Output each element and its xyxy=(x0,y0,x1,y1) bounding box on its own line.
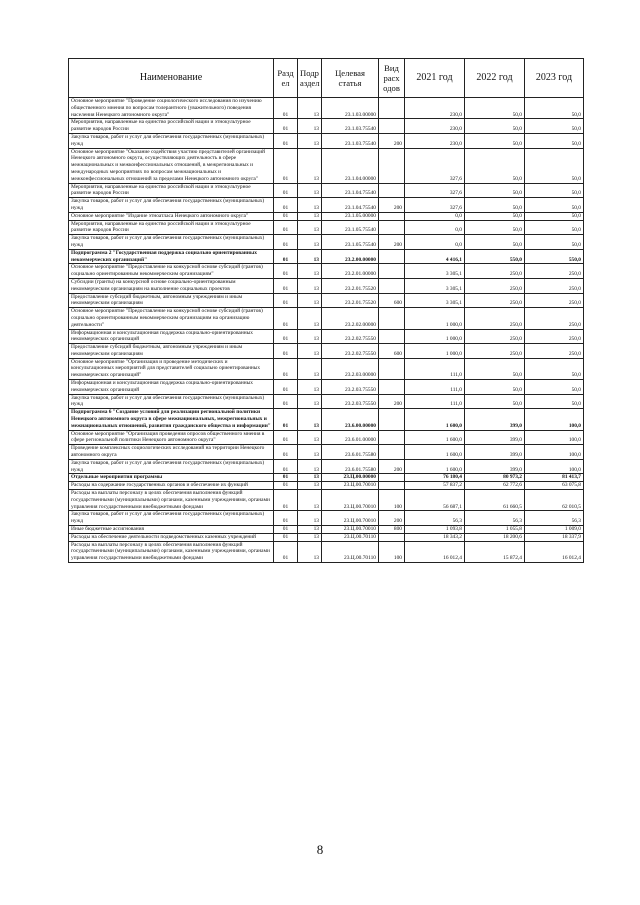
cell-podrazdel: 13 xyxy=(298,329,322,344)
cell-2023: 250,0 xyxy=(525,308,584,329)
cell-statya: 23.2.01.75520 xyxy=(322,293,379,308)
table-row xyxy=(69,533,584,541)
cell-2022: 50,0 xyxy=(465,394,525,409)
cell-2023: 56,3 xyxy=(525,511,584,526)
cell-podrazdel: 13 xyxy=(298,308,322,329)
cell-podrazdel: 13 xyxy=(298,278,322,293)
cell-vid xyxy=(379,183,405,198)
cell-statya: 23.6.01.75580 xyxy=(322,445,379,460)
cell-2022: 50,0 xyxy=(465,183,525,198)
cell-2023: 100,0 xyxy=(525,459,584,474)
cell-name: Основное мероприятие "Издание этноатласа Ненецкого автономного округа" xyxy=(69,212,274,220)
cell-vid xyxy=(379,119,405,134)
cell-2021: 0,0 xyxy=(405,235,465,250)
cell-podrazdel: 13 xyxy=(298,212,322,220)
cell-name: Основное мероприятие "Оказание содействия участию представителей организаций Ненецкого автономного округа, осуществляющих деятельность в сфере межнациональных и межконфессиональных отношений, в межрегиональных и международных мероприятиях по вопросам межнациональных и межконфессиональных отношений за пределами Ненецкого автономного округа" xyxy=(69,148,274,183)
cell-2022: 50,0 xyxy=(465,198,525,213)
cell-2021: 0,0 xyxy=(405,220,465,235)
cell-name: Мероприятия, направленные на единство российской нации и этнокультурное развитие народов России xyxy=(69,220,274,235)
cell-podrazdel: 13 xyxy=(298,430,322,445)
cell-vid xyxy=(379,308,405,329)
cell-statya: 23.1.03.75540 xyxy=(322,119,379,134)
cell-statya: 23.1.04.75540 xyxy=(322,183,379,198)
cell-podrazdel: 13 xyxy=(298,490,322,511)
cell-podrazdel: 13 xyxy=(298,358,322,379)
table-row xyxy=(69,98,584,119)
cell-name: Подпрограмма 6 "Создание условий для реализации региональной политики Ненецкого автономного округа в сфере межнациональных, межрегиональных и межнациональных отношений, развития гражданского общества и информации" xyxy=(69,409,274,430)
cell-2021: 1 600,0 xyxy=(405,459,465,474)
table-row xyxy=(69,198,584,213)
table-row xyxy=(69,249,584,264)
cell-name: Иные бюджетные ассигнования xyxy=(69,526,274,534)
cell-2022: 50,0 xyxy=(465,119,525,134)
cell-2022: 61 660,5 xyxy=(465,490,525,511)
cell-razdel: 01 xyxy=(274,541,298,562)
cell-vid xyxy=(379,212,405,220)
table-row xyxy=(69,445,584,460)
cell-vid: 200 xyxy=(379,133,405,148)
cell-2022: 250,0 xyxy=(465,293,525,308)
cell-vid xyxy=(379,98,405,119)
cell-podrazdel: 13 xyxy=(298,264,322,279)
cell-2023: 250,0 xyxy=(525,344,584,359)
cell-vid xyxy=(379,358,405,379)
cell-podrazdel: 13 xyxy=(298,445,322,460)
cell-2022: 50,0 xyxy=(465,148,525,183)
cell-2023: 50,0 xyxy=(525,394,584,409)
cell-vid xyxy=(379,264,405,279)
cell-vid: 200 xyxy=(379,198,405,213)
table-row xyxy=(69,235,584,250)
cell-razdel: 01 xyxy=(274,380,298,395)
cell-podrazdel: 13 xyxy=(298,380,322,395)
cell-statya: 23.2.02.00000 xyxy=(322,308,379,329)
cell-vid xyxy=(379,409,405,430)
cell-2022: 250,0 xyxy=(465,344,525,359)
cell-2021: 230,0 xyxy=(405,119,465,134)
cell-2022: 250,0 xyxy=(465,329,525,344)
cell-2022: 50,0 xyxy=(465,220,525,235)
cell-2023: 50,0 xyxy=(525,380,584,395)
cell-2023: 50,0 xyxy=(525,198,584,213)
cell-razdel: 01 xyxy=(274,119,298,134)
cell-vid xyxy=(379,278,405,293)
cell-name: Информационная и консультационная поддержка социально-ориентированных некоммерческих организаций xyxy=(69,329,274,344)
cell-name: Мероприятия, направленные на единство российской нации и этнокультурное развитие народов России xyxy=(69,119,274,134)
cell-podrazdel: 13 xyxy=(298,249,322,264)
table-row xyxy=(69,380,584,395)
table-row xyxy=(69,148,584,183)
cell-2022: 50,0 xyxy=(465,133,525,148)
cell-2021: 3 305,1 xyxy=(405,278,465,293)
cell-2022: 50,0 xyxy=(465,380,525,395)
cell-vid xyxy=(379,533,405,541)
cell-name: Расходы на выплаты персоналу в целях обеспечения выполнения функций государственными (муниципальными) органами, казенными учреждениями, органами управления государственными внебюджетными фондами xyxy=(69,541,274,562)
cell-2023: 18 337,9 xyxy=(525,533,584,541)
cell-razdel: 01 xyxy=(274,293,298,308)
cell-razdel: 01 xyxy=(274,198,298,213)
header-2023: 2023 год xyxy=(525,59,584,98)
cell-statya: 23.2.03.00000 xyxy=(322,358,379,379)
cell-name: Предоставление субсидий бюджетным, автономным учреждениям и иным некоммерческим организациям xyxy=(69,293,274,308)
table-row xyxy=(69,329,584,344)
cell-razdel: 01 xyxy=(274,358,298,379)
cell-2022: 50,0 xyxy=(465,235,525,250)
cell-name: Закупка товаров, работ и услуг для обеспечения государственных (муниципальных) нужд xyxy=(69,459,274,474)
cell-2021: 1 093,8 xyxy=(405,526,465,534)
table-row xyxy=(69,278,584,293)
cell-2021: 57 837,2 xyxy=(405,482,465,490)
cell-2021: 0,0 xyxy=(405,212,465,220)
cell-2023: 50,0 xyxy=(525,220,584,235)
cell-razdel: 01 xyxy=(274,344,298,359)
cell-razdel: 01 xyxy=(274,220,298,235)
cell-vid: 200 xyxy=(379,459,405,474)
cell-vid: 800 xyxy=(379,526,405,534)
cell-razdel: 01 xyxy=(274,133,298,148)
cell-razdel: 01 xyxy=(274,98,298,119)
cell-vid xyxy=(379,329,405,344)
cell-2022: 50,0 xyxy=(465,98,525,119)
cell-2021: 327,6 xyxy=(405,148,465,183)
cell-podrazdel: 13 xyxy=(298,394,322,409)
cell-2021: 3 305,1 xyxy=(405,293,465,308)
cell-2022: 399,0 xyxy=(465,459,525,474)
cell-statya: 23.Ц.00.70010 xyxy=(322,482,379,490)
cell-2021: 4 416,1 xyxy=(405,249,465,264)
header-name: Наименование xyxy=(69,59,274,98)
cell-name: Расходы на содержание государственных органов и обеспечение их функций xyxy=(69,482,274,490)
cell-2023: 50,0 xyxy=(525,148,584,183)
cell-2021: 3 305,1 xyxy=(405,264,465,279)
cell-2022: 250,0 xyxy=(465,264,525,279)
cell-podrazdel: 13 xyxy=(298,541,322,562)
cell-vid: 200 xyxy=(379,394,405,409)
cell-statya: 23.Ц.00.70110 xyxy=(322,541,379,562)
cell-podrazdel: 13 xyxy=(298,183,322,198)
cell-name: Закупка товаров, работ и услуг для обеспечения государственных (муниципальных) нужд xyxy=(69,394,274,409)
cell-vid: 600 xyxy=(379,344,405,359)
table-row xyxy=(69,526,584,534)
cell-podrazdel: 13 xyxy=(298,344,322,359)
cell-2023: 50,0 xyxy=(525,183,584,198)
table-row xyxy=(69,344,584,359)
cell-2022: 399,0 xyxy=(465,445,525,460)
cell-2021: 111,0 xyxy=(405,358,465,379)
cell-statya: 23.2.01.00000 xyxy=(322,264,379,279)
cell-2021: 327,6 xyxy=(405,198,465,213)
cell-2021: 327,6 xyxy=(405,183,465,198)
header-statya: Целевая статья xyxy=(322,59,379,98)
cell-vid xyxy=(379,249,405,264)
table-row xyxy=(69,541,584,562)
cell-2023: 100,0 xyxy=(525,445,584,460)
cell-2023: 50,0 xyxy=(525,358,584,379)
cell-name: Предоставление субсидий бюджетным, автономным учреждениям и иным некоммерческим организациям xyxy=(69,344,274,359)
cell-2021: 1 000,0 xyxy=(405,329,465,344)
header-2021: 2021 год xyxy=(405,59,465,98)
cell-vid xyxy=(379,220,405,235)
cell-podrazdel: 13 xyxy=(298,409,322,430)
cell-2022: 50,0 xyxy=(465,212,525,220)
cell-podrazdel: 13 xyxy=(298,98,322,119)
cell-name: Расходы на выплаты персоналу в целях обеспечения выполнения функций государственными (муниципальными) органами, казенными учреждениями, органами управления государственными внебюджетными фондами xyxy=(69,490,274,511)
cell-name: Мероприятия, направленные на единство российской нации и этнокультурное развитие народов России xyxy=(69,183,274,198)
cell-2023: 550,0 xyxy=(525,249,584,264)
cell-2021: 1 600,0 xyxy=(405,409,465,430)
cell-statya: 23.1.04.75540 xyxy=(322,198,379,213)
cell-2023: 81 413,7 xyxy=(525,474,584,482)
cell-razdel: 01 xyxy=(274,511,298,526)
cell-statya: 23.2.02.75550 xyxy=(322,344,379,359)
table-row xyxy=(69,430,584,445)
table-row xyxy=(69,212,584,220)
table-row xyxy=(69,183,584,198)
cell-2022: 250,0 xyxy=(465,278,525,293)
cell-statya: 23.Ц.00.70010 xyxy=(322,490,379,511)
cell-2022: 550,0 xyxy=(465,249,525,264)
cell-razdel: 01 xyxy=(274,459,298,474)
cell-podrazdel: 13 xyxy=(298,235,322,250)
cell-statya: 23.1.05.75540 xyxy=(322,220,379,235)
budget-table xyxy=(68,58,584,563)
cell-2021: 111,0 xyxy=(405,380,465,395)
cell-name: Закупка товаров, работ и услуг для обеспечения государственных (муниципальных) нужд xyxy=(69,133,274,148)
cell-vid: 600 xyxy=(379,293,405,308)
cell-vid: 200 xyxy=(379,511,405,526)
cell-2021: 230,0 xyxy=(405,133,465,148)
table-row xyxy=(69,220,584,235)
cell-2021: 230,0 xyxy=(405,98,465,119)
cell-razdel: 01 xyxy=(274,308,298,329)
cell-razdel: 01 xyxy=(274,148,298,183)
header-2022: 2022 год xyxy=(465,59,525,98)
cell-razdel: 01 xyxy=(274,249,298,264)
cell-2021: 1 000,0 xyxy=(405,344,465,359)
cell-name: Основное мероприятие "Организация и проведение методических и консультационных мероприятий для представителей социально ориентированных некоммерческих организаций" xyxy=(69,358,274,379)
cell-razdel: 01 xyxy=(274,445,298,460)
cell-2023: 50,0 xyxy=(525,212,584,220)
table-header-row xyxy=(69,59,584,98)
cell-vid xyxy=(379,148,405,183)
cell-podrazdel: 13 xyxy=(298,511,322,526)
cell-statya: 23.Ц.00.70010 xyxy=(322,526,379,534)
cell-podrazdel: 13 xyxy=(298,220,322,235)
cell-2023: 1 009,0 xyxy=(525,526,584,534)
cell-2022: 80 973,2 xyxy=(465,474,525,482)
cell-2021: 56,3 xyxy=(405,511,465,526)
cell-2022: 56,3 xyxy=(465,511,525,526)
cell-2021: 1 600,0 xyxy=(405,430,465,445)
cell-statya: 23.1.05.00000 xyxy=(322,212,379,220)
table-row xyxy=(69,264,584,279)
cell-2022: 50,0 xyxy=(465,358,525,379)
cell-vid xyxy=(379,482,405,490)
cell-statya: 23.1.04.00000 xyxy=(322,148,379,183)
table-row xyxy=(69,490,584,511)
cell-razdel: 01 xyxy=(274,482,298,490)
budget-table-sheet xyxy=(68,58,583,563)
cell-name: Основное мероприятие "Организация проведения опросов общественного мнения в сфере региональной политики Ненецкого автономного округа" xyxy=(69,430,274,445)
cell-razdel: 01 xyxy=(274,235,298,250)
cell-name: Расходы на обеспечение деятельности подведомственных казенных учреждений xyxy=(69,533,274,541)
cell-podrazdel: 13 xyxy=(298,293,322,308)
table-row xyxy=(69,119,584,134)
cell-statya: 23.6.00.00000 xyxy=(322,409,379,430)
cell-podrazdel: 13 xyxy=(298,459,322,474)
cell-2021: 111,0 xyxy=(405,394,465,409)
cell-statya: 23.Ц.00.70110 xyxy=(322,533,379,541)
cell-razdel: 01 xyxy=(274,526,298,534)
cell-podrazdel: 13 xyxy=(298,133,322,148)
cell-2022: 1 055,8 xyxy=(465,526,525,534)
cell-2023: 100,0 xyxy=(525,409,584,430)
page-number: 8 xyxy=(316,842,324,857)
cell-statya: 23.2.02.75550 xyxy=(322,329,379,344)
cell-statya: 23.2.03.75550 xyxy=(322,380,379,395)
cell-name: Основное мероприятие "Предоставление на конкурсной основе субсидий (грантов) социально ориентированным некоммерческим организациям" xyxy=(69,264,274,279)
cell-vid: 100 xyxy=(379,490,405,511)
table-row xyxy=(69,482,584,490)
cell-statya: 23.1.03.00000 xyxy=(322,98,379,119)
cell-2021: 18 343,2 xyxy=(405,533,465,541)
table-row xyxy=(69,308,584,329)
table-row xyxy=(69,474,584,482)
cell-statya: 23.2.00.00000 xyxy=(322,249,379,264)
table-row xyxy=(69,358,584,379)
cell-podrazdel: 13 xyxy=(298,148,322,183)
cell-podrazdel: 13 xyxy=(298,474,322,482)
cell-podrazdel: 13 xyxy=(298,526,322,534)
header-podrazdel: Подр аздел xyxy=(298,59,322,98)
cell-2022: 250,0 xyxy=(465,308,525,329)
table-row xyxy=(69,511,584,526)
table-row xyxy=(69,133,584,148)
cell-vid: 200 xyxy=(379,235,405,250)
table-body xyxy=(69,98,584,563)
cell-vid xyxy=(379,474,405,482)
cell-statya: 23.2.03.75550 xyxy=(322,394,379,409)
header-vid: Вид расх одов xyxy=(379,59,405,98)
cell-2021: 1 600,0 xyxy=(405,445,465,460)
cell-2023: 250,0 xyxy=(525,278,584,293)
cell-2023: 63 075,8 xyxy=(525,482,584,490)
cell-podrazdel: 13 xyxy=(298,198,322,213)
cell-statya: 23.Ц.00.70010 xyxy=(322,511,379,526)
cell-2023: 50,0 xyxy=(525,119,584,134)
cell-name: Проведение комплексных социологических исследований на территории Ненецкого автономного округа xyxy=(69,445,274,460)
cell-vid xyxy=(379,430,405,445)
cell-razdel: 01 xyxy=(274,278,298,293)
cell-razdel: 01 xyxy=(274,490,298,511)
cell-name: Закупка товаров, работ и услуг для обеспечения государственных (муниципальных) нужд xyxy=(69,511,274,526)
cell-2022: 62 772,6 xyxy=(465,482,525,490)
cell-statya: 23.2.01.75520 xyxy=(322,278,379,293)
cell-razdel: 01 xyxy=(274,394,298,409)
cell-vid xyxy=(379,380,405,395)
cell-razdel: 01 xyxy=(274,183,298,198)
cell-name: Отдельные мероприятия программы xyxy=(69,474,274,482)
cell-2023: 250,0 xyxy=(525,264,584,279)
cell-2022: 399,0 xyxy=(465,430,525,445)
cell-2023: 100,0 xyxy=(525,430,584,445)
cell-name: Основное мероприятие "Проведение социологического исследования по изучению общественного мнения по вопросам толерантного (уважительного) поведения населения Ненецкого автономного округа" xyxy=(69,98,274,119)
cell-2021: 56 687,1 xyxy=(405,490,465,511)
table-row xyxy=(69,293,584,308)
cell-name: Субсидии (гранты) на конкурсной основе социально-ориентированным некоммерческим организациям на выполнение социальных проектов xyxy=(69,278,274,293)
cell-2021: 76 180,4 xyxy=(405,474,465,482)
cell-vid: 100 xyxy=(379,541,405,562)
cell-vid xyxy=(379,445,405,460)
cell-2023: 250,0 xyxy=(525,329,584,344)
header-razdel: Разд ел xyxy=(274,59,298,98)
cell-2021: 1 000,0 xyxy=(405,308,465,329)
cell-2023: 50,0 xyxy=(525,98,584,119)
cell-2022: 18 200,6 xyxy=(465,533,525,541)
table-row xyxy=(69,394,584,409)
cell-name: Информационная и консультационная поддержка социально-ориентированных некоммерческих организаций xyxy=(69,380,274,395)
cell-2023: 16 012,4 xyxy=(525,541,584,562)
cell-razdel: 01 xyxy=(274,329,298,344)
cell-2022: 15 872,4 xyxy=(465,541,525,562)
cell-name: Закупка товаров, работ и услуг для обеспечения государственных (муниципальных) нужд xyxy=(69,235,274,250)
cell-razdel: 01 xyxy=(274,409,298,430)
cell-2023: 250,0 xyxy=(525,293,584,308)
cell-name: Подпрограмма 2 "Государственная поддержка социально ориентированных некоммерческих организаций" xyxy=(69,249,274,264)
cell-statya: 23.6.01.75580 xyxy=(322,459,379,474)
cell-2022: 399,0 xyxy=(465,409,525,430)
cell-podrazdel: 13 xyxy=(298,533,322,541)
cell-podrazdel: 13 xyxy=(298,482,322,490)
cell-name: Основное мероприятие "Предоставление на конкурсной основе субсидий (грантов) социально ориентированным некоммерческим организациям на организацию деятельности" xyxy=(69,308,274,329)
cell-podrazdel: 13 xyxy=(298,119,322,134)
cell-statya: 23.Ц.00.00000 xyxy=(322,474,379,482)
cell-2023: 50,0 xyxy=(525,235,584,250)
cell-razdel: 01 xyxy=(274,533,298,541)
cell-name: Закупка товаров, работ и услуг для обеспечения государственных (муниципальных) нужд xyxy=(69,198,274,213)
cell-razdel: 01 xyxy=(274,264,298,279)
cell-2023: 62 010,5 xyxy=(525,490,584,511)
table-row xyxy=(69,409,584,430)
cell-statya: 23.6.01.00000 xyxy=(322,430,379,445)
cell-razdel: 01 xyxy=(274,430,298,445)
cell-razdel: 01 xyxy=(274,212,298,220)
cell-2021: 16 012,4 xyxy=(405,541,465,562)
cell-razdel: 01 xyxy=(274,474,298,482)
cell-2023: 50,0 xyxy=(525,133,584,148)
cell-statya: 23.1.03.75540 xyxy=(322,133,379,148)
cell-statya: 23.1.05.75540 xyxy=(322,235,379,250)
table-row xyxy=(69,459,584,474)
